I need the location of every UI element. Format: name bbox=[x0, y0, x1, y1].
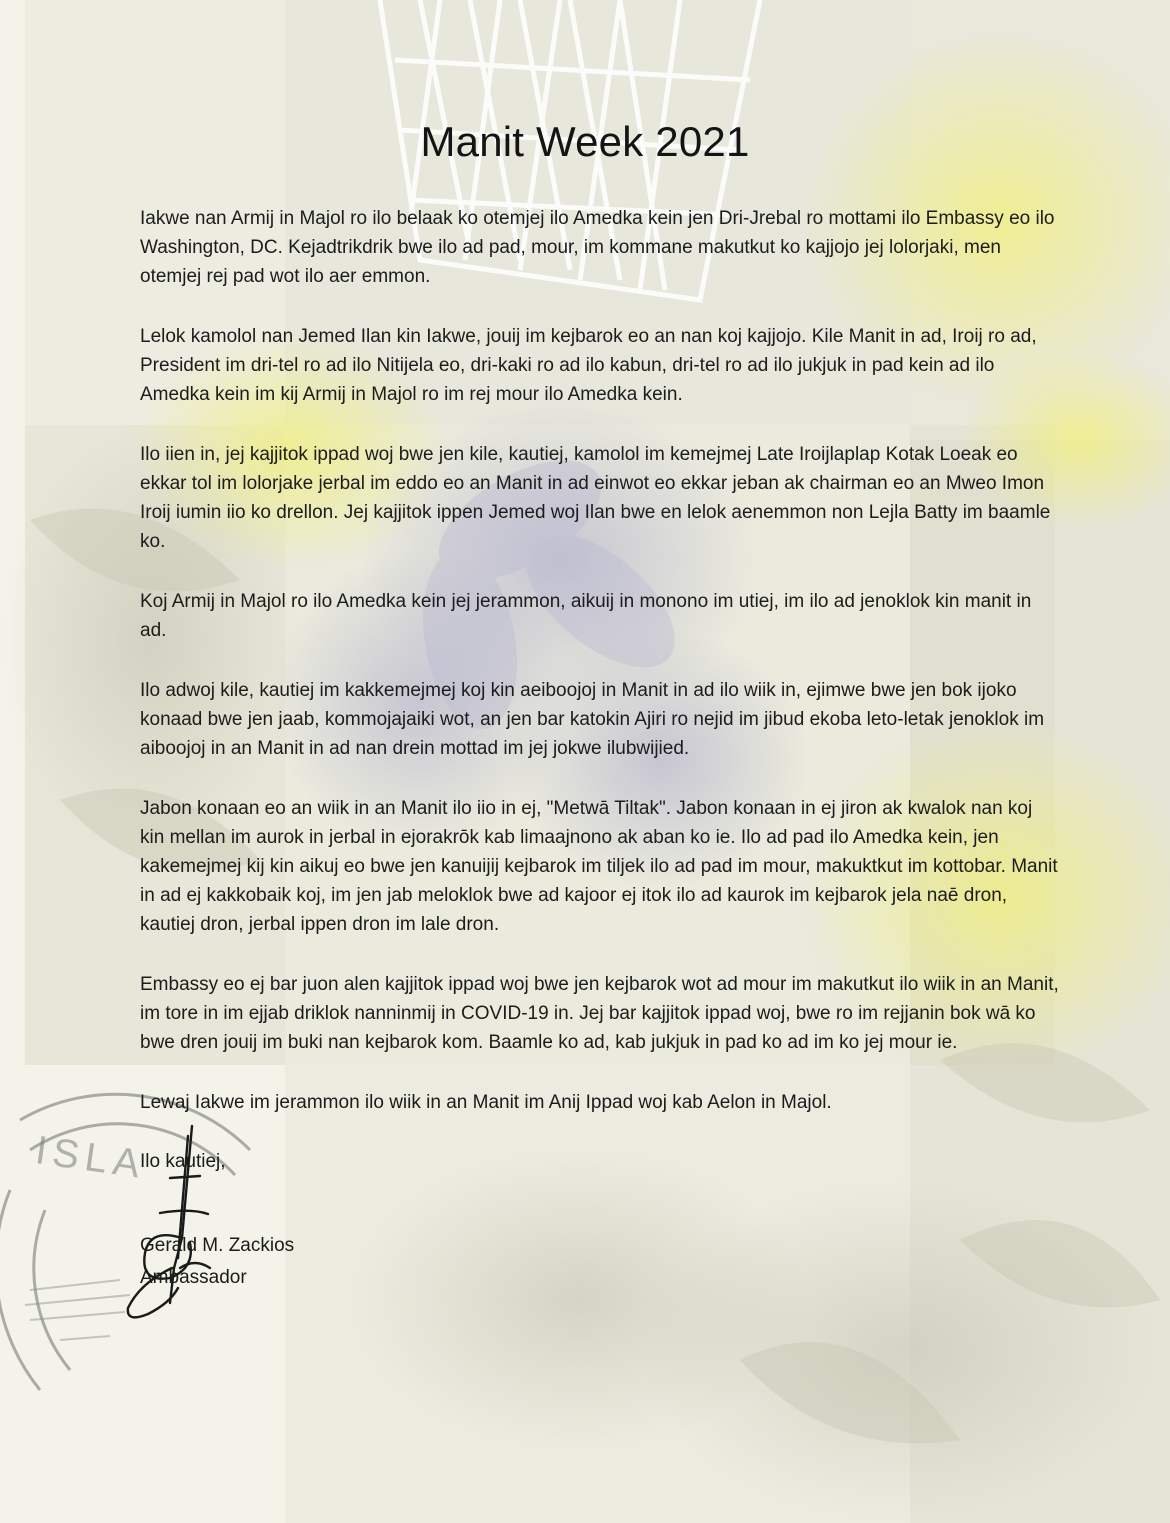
signoff: Ilo kautiej, bbox=[140, 1151, 226, 1172]
paragraph-1: Iakwe nan Armij in Majol ro ilo belaak ko otemjej ilo Amedka kein jen Dri-Jrebal ro mottami ilo Embassy eo ilo Washington, DC. Kejadtrikdrik bwe ilo ad pad, mour, im kommane makutkut ko kajjojo jej lolorjaki, men otemjej rej pad wot ilo aer emmon. bbox=[140, 208, 1055, 287]
handwritten-signature bbox=[100, 1118, 240, 1328]
signatory-name: Gerald M. Zackios bbox=[140, 1235, 295, 1256]
paragraph-6: Jabon konaan eo an wiik in an Manit ilo iio in ej, "Metwā Tiltak". Jabon konaan in ej jiron ak kwalok nan koj kin mellan im aurok in jerbal in ejorakrōk kab limaajnono ak aban ko ie. Ilo ad pad ilo Amedka kein, jen kakemejmej kij kin aikuj eo bwe jen kanuijij kejbarok im tiljek ilo ad pad im mour, makuktkut im kottobar. Manit in ad ej kakkobaik koj, im jen jab meloklok bwe ad kajoor ej itok ilo ad kaurok im kejbarok jela naē dron, kautiej dron, jerbal ippen dron im lale dron. bbox=[140, 798, 1058, 935]
paragraph-4: Koj Armij in Majol ro ilo Amedka kein jej jerammon, aikuij in monono im utiej, im ilo ad jenoklok kin manit in ad. bbox=[140, 591, 1032, 641]
svg-text:ISLA: ISLA bbox=[32, 1128, 149, 1188]
paragraph-7: Embassy eo ej bar juon alen kajjitok ippad woj bwe jen kejbarok wot ad mour im makutkut ilo wiik in an Manit, im tore in im ejjab driklok nanninmij in COVID-19 in. Jej bar kajjitok ippad woj, bwe ro im rejjanin bok wā ko bwe dren jouij im buki nan kejbarok kom. Baamle ko ad, kab jukjuk in pad ko ad im ko jej mour ie. bbox=[140, 974, 1059, 1053]
letter-body bbox=[140, 204, 1060, 1117]
paragraph-5: Ilo adwoj kile, kautiej im kakkemejmej koj kin aeiboojoj in Manit in ad ilo wiik in, ejimwe bwe jen bok ijoko konaad bwe jen jaab, kommojajaiki wot, an jen bar katokin Ajiri ro nejid im jibud ekoba leto-letak jenoklok im aiboojoj in an Manit in ad nan drein mottad im jej jokwe ilubwijied. bbox=[140, 680, 1045, 759]
signatory-title: Ambassador bbox=[140, 1267, 247, 1288]
paragraph-3: Ilo iien in, jej kajjitok ippad woj bwe jen kile, kautiej, kamolol im kemejmej Late Iroijlaplap Kotak Loeak eo ekkar tol im lolorjake jerbal im eddo eo an Manit in ad einwot eo ekkar jeban ak chairman eo an Mweo Imon Iroij iumin iio ko drellon. Jej kajjitok ippen Jemed woj Ilan bwe en lelok aenemmon non Lejla Batty im baamle ko. bbox=[140, 444, 1051, 552]
closing-line: Lewaj Iakwe im jerammon ilo wiik in an Manit im Anij Ippad woj kab Aelon in Majol. bbox=[140, 1092, 832, 1113]
page-title: Manit Week 2021 bbox=[420, 118, 750, 165]
paragraph-2: Lelok kamolol nan Jemed Ilan kin Iakwe, jouij im kejbarok eo an nan koj kajjojo. Kile Manit in ad, Iroij ro ad, President im dri-tel ro ad ilo Nitijela eo, dri-kaki ro ad ilo kabun, dri-tel ro ad ilo jukjuk in pad kein ad ilo Amedka kein im kij Armij in Majol ro im rej mour ilo Amedka kein. bbox=[140, 326, 1037, 405]
